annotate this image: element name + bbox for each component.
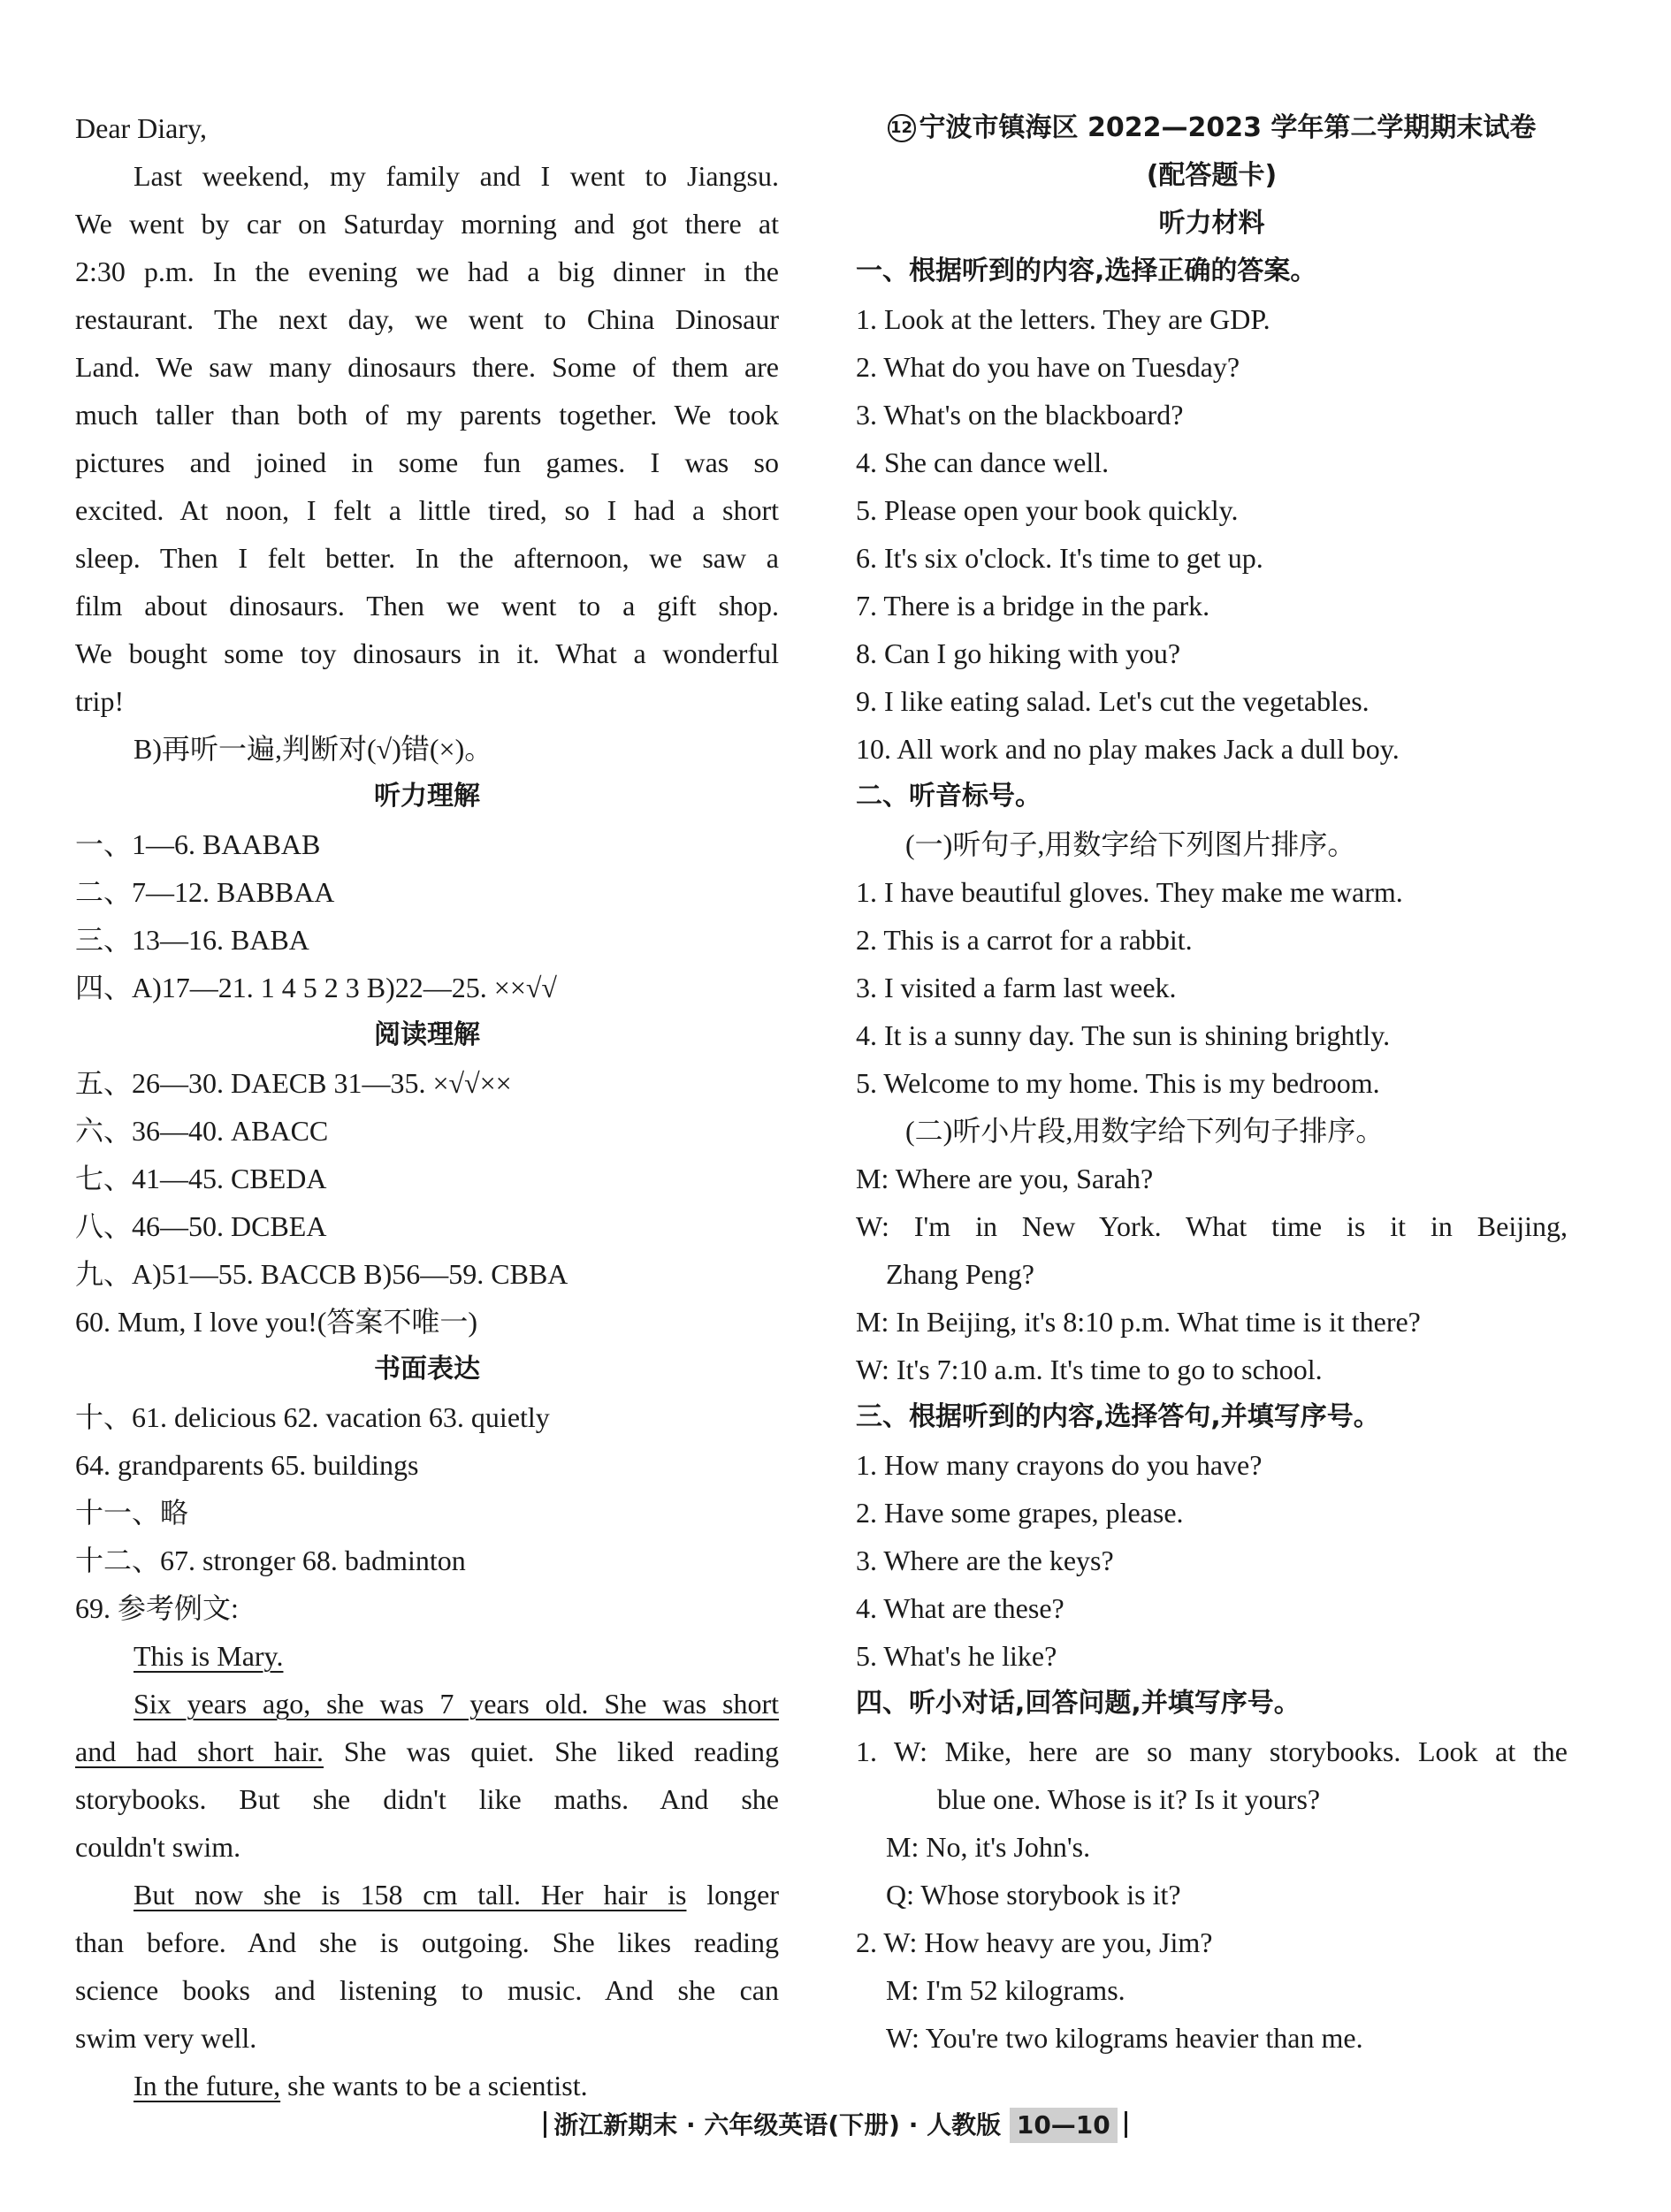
diary-instruction: B)再听一遍,判断对(√)错(×)。 [134, 733, 493, 765]
exam-number-badge: 12 [888, 114, 916, 142]
list-item: 5. Please open your book quickly. [856, 494, 1239, 526]
essay-title [75, 1632, 779, 1680]
diary-line: restaurant. The next day, we went to China Dinosaur [75, 303, 779, 335]
essay-title-text: This is Mary. [134, 1640, 284, 1672]
list-item: 8. Can I go hiking with you? [856, 637, 1181, 669]
list-item: 2. This is a carrot for a rabbit. [856, 924, 1193, 956]
list-item: 3. What's on the blackboard? [856, 399, 1184, 431]
page-number: 10—10 [1010, 2108, 1118, 2143]
diary-line: much taller than both of my parents together. We took [75, 399, 779, 431]
list-item: 5. What's he like? [856, 1640, 1057, 1672]
diary-line: We bought some toy dinosaurs in it. What a wonderful [75, 637, 779, 669]
list-item: 1. Look at the letters. They are GDP. [856, 303, 1270, 335]
diary-line: We went by car on Saturday morning and got there at [75, 208, 779, 240]
diary-line: trip! [75, 685, 125, 717]
listening-heading: 听力理解 [374, 781, 480, 812]
list-item: 4. It is a sunny day. The sun is shining brightly. [856, 1019, 1391, 1051]
diary-line: Land. We saw many dinosaurs there. Some of them are [75, 351, 779, 383]
subsection-heading: (一)听句子,用数字给下列图片排序。 [905, 828, 1356, 860]
exam-subtitle: (配答题卡) [1146, 160, 1278, 191]
essay-underlined: In the future, [134, 2070, 281, 2101]
exam-title [856, 104, 1568, 152]
answer-line: 64. grandparents 65. buildings [75, 1449, 419, 1481]
answer-line: 二、7—12. BABBAA [75, 876, 335, 908]
answer-line: 九、A)51—55. BACCB B)56—59. CBBA [75, 1258, 568, 1290]
essay-line: couldn't swim. [75, 1831, 241, 1863]
essay-line: than before. And she is outgoing. She likes reading [75, 1926, 779, 1958]
essay-line [75, 1680, 779, 1728]
dialogue-line: W: You're two kilograms heavier than me. [886, 2022, 1363, 2054]
answer-line: 四、A)17—21. 1 4 5 2 3 B)22—25. ××√√ [75, 972, 557, 1003]
answer-line: 三、13—16. BABA [75, 924, 309, 956]
list-item: 3. Where are the keys? [856, 1545, 1114, 1576]
section-heading: 一、根据听到的内容,选择正确的答案。 [856, 256, 1317, 286]
list-item: 10. All work and no play makes Jack a dull boy. [856, 733, 1400, 765]
essay-underlined: But now she is 158 cm tall. Her hair is [134, 1879, 687, 1911]
essay-text: she wants to be a scientist. [280, 2070, 588, 2101]
footer-divider [1125, 2111, 1127, 2138]
list-item: 7. There is a bridge in the park. [856, 590, 1210, 622]
essay-underlined: Six years ago, she was 7 years old. She was short [134, 1688, 779, 1720]
essay-text: longer [686, 1879, 779, 1911]
diary-line: excited. At noon, I felt a little tired, so I had a short [75, 494, 779, 526]
list-item: 4. What are these? [856, 1592, 1064, 1624]
page-footer [0, 2108, 1671, 2143]
answer-line: 69. 参考例文: [75, 1592, 239, 1624]
answer-line: 十、61. delicious 62. vacation 63. quietly [75, 1401, 550, 1433]
right-column [856, 104, 1568, 2062]
essay-line: storybooks. But she didn't like maths. And she [75, 1783, 779, 1815]
diary-greeting: Dear Diary, [75, 112, 207, 144]
essay-line [75, 2062, 779, 2109]
dialogue-line: M: Where are you, Sarah? [856, 1163, 1154, 1194]
essay-underlined: and had short hair. [75, 1735, 324, 1767]
left-column [75, 104, 779, 2109]
list-item: 4. She can dance well. [856, 446, 1110, 478]
answer-line: 五、26—30. DAECB 31—35. ×√√×× [75, 1067, 512, 1099]
dialogue-line: M: In Beijing, it's 8:10 p.m. What time is it there? [856, 1306, 1421, 1338]
essay-text: She was quiet. She liked reading [324, 1735, 779, 1767]
dialogue-line: W: I'm in New York. What time is it in Beijing, [856, 1210, 1568, 1242]
diary-line: pictures and joined in some fun games. I was so [75, 446, 779, 478]
list-item: 2. Have some grapes, please. [856, 1497, 1184, 1529]
exam-title-text: 宁波市镇海区 2022—2023 学年第二学期期末试卷 [919, 112, 1537, 143]
writing-heading: 书面表达 [374, 1354, 480, 1384]
list-item: 2. What do you have on Tuesday? [856, 351, 1240, 383]
list-item: 1. How many crayons do you have? [856, 1449, 1263, 1481]
answer-line: 十一、略 [75, 1497, 189, 1529]
section-heading: 二、听音标号。 [856, 781, 1042, 812]
footer-label: 浙江新期末 · 六年级英语(下册) · 人教版 [553, 2110, 1002, 2140]
section-heading: 四、听小对话,回答问题,并填写序号。 [856, 1688, 1301, 1719]
answer-line: 60. Mum, I love you!(答案不唯一) [75, 1306, 478, 1338]
dialogue-line: 1. W: Mike, here are so many storybooks. Look at the [856, 1735, 1568, 1767]
diary-line: 2:30 p.m. In the evening we had a big dinner in the [75, 256, 779, 287]
reading-heading: 阅读理解 [374, 1019, 480, 1050]
answer-line: 六、36—40. ABACC [75, 1115, 329, 1147]
list-item: 5. Welcome to my home. This is my bedroom. [856, 1067, 1380, 1099]
subsection-heading: (二)听小片段,用数字给下列句子排序。 [905, 1115, 1385, 1147]
diary-line: Last weekend, my family and I went to Jiangsu. [134, 160, 779, 192]
essay-line: science books and listening to music. And she can [75, 1974, 779, 2006]
diary-line: sleep. Then I felt better. In the afternoon, we saw a [75, 542, 779, 574]
list-item: 6. It's six o'clock. It's time to get up. [856, 542, 1263, 574]
section-heading: 三、根据听到的内容,选择答句,并填写序号。 [856, 1401, 1380, 1432]
answer-line: 七、41—45. CBEDA [75, 1163, 327, 1194]
answer-line: 十二、67. stronger 68. badminton [75, 1545, 466, 1576]
answer-line: 八、46—50. DCBEA [75, 1210, 327, 1242]
dialogue-line: Zhang Peng? [886, 1258, 1034, 1290]
dialogue-line: 2. W: How heavy are you, Jim? [856, 1926, 1213, 1958]
dialogue-line: Q: Whose storybook is it? [886, 1879, 1181, 1911]
dialogue-line: W: It's 7:10 a.m. It's time to go to school. [856, 1354, 1323, 1385]
essay-line [75, 1871, 779, 1918]
essay-line [75, 1728, 779, 1775]
list-item: 1. I have beautiful gloves. They make me warm. [856, 876, 1403, 908]
diary-line: film about dinosaurs. Then we went to a gift shop. [75, 590, 779, 622]
materials-heading: 听力材料 [1158, 208, 1265, 239]
list-item: 3. I visited a farm last week. [856, 972, 1177, 1003]
dialogue-line: M: No, it's John's. [886, 1831, 1091, 1863]
dialogue-line: blue one. Whose is it? Is it yours? [937, 1783, 1321, 1815]
list-item: 9. I like eating salad. Let's cut the vegetables. [856, 685, 1370, 717]
essay-line: swim very well. [75, 2022, 257, 2054]
footer-divider [544, 2111, 546, 2138]
dialogue-line: M: I'm 52 kilograms. [886, 1974, 1125, 2006]
answer-line: 一、1—6. BAABAB [75, 828, 321, 860]
